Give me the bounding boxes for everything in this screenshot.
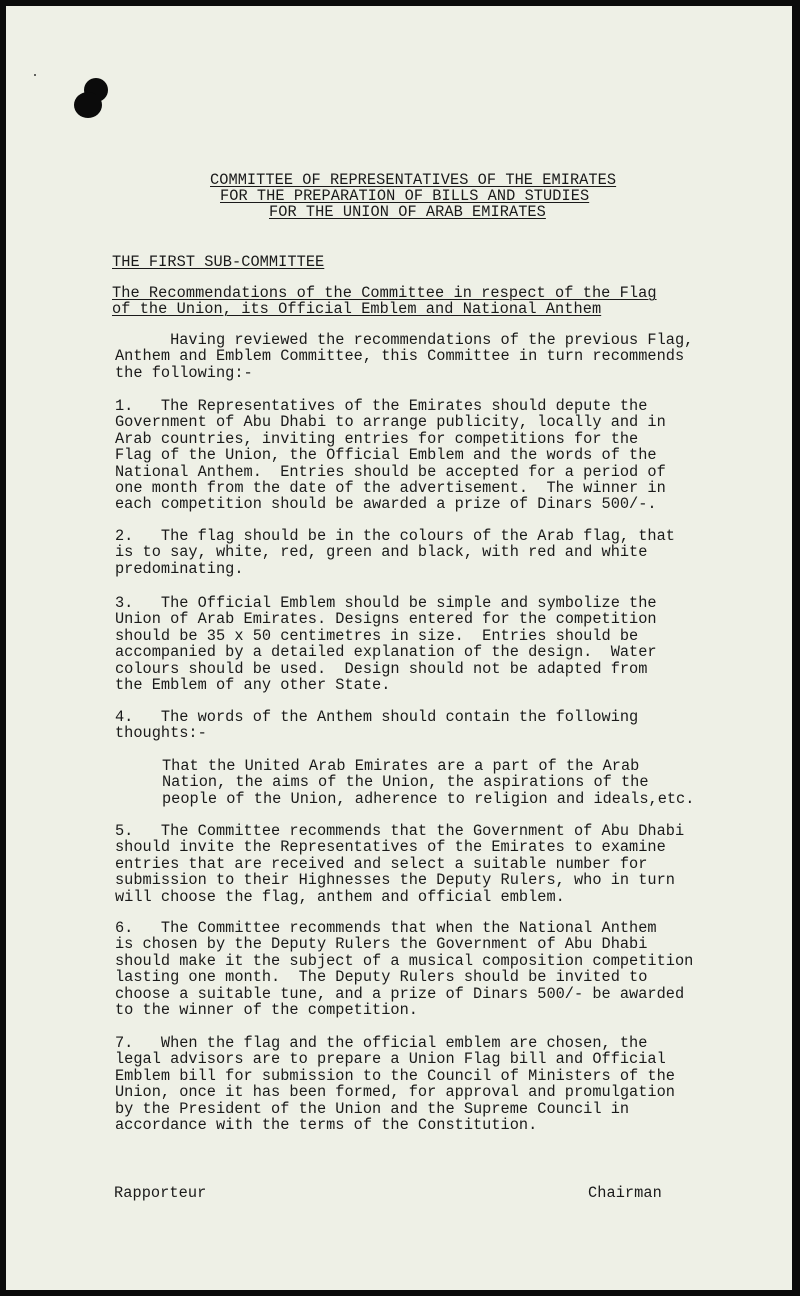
recommendations-title-line-1: The Recommendations of the Committee in respect of the Flag — [112, 284, 657, 302]
text-line: legal advisors are to prepare a Union Flag bill and Official — [115, 1050, 666, 1069]
text-line: one month from the date of the advertisement. The winner in — [115, 479, 666, 498]
header-line-2: FOR THE PREPARATION OF BILLS AND STUDIES — [220, 187, 590, 205]
text-line: will choose the flag, anthem and official emblem. — [115, 887, 565, 906]
text-line: is to say, white, red, green and black, with red and white — [115, 543, 648, 562]
paragraph-2 — [115, 528, 755, 577]
text-line: Nation, the aims of the Union, the aspirations of the — [162, 773, 649, 792]
text-line: thoughts:- — [115, 724, 207, 743]
text-line: 7. When the flag and the official emblem are chosen, the — [115, 1034, 648, 1052]
text-line: Union of Arab Emirates. Designs entered for the competition — [115, 610, 657, 629]
paragraph-3 — [115, 595, 755, 693]
punch-hole — [74, 78, 108, 118]
text-line: That the United Arab Emirates are a part of the Arab — [162, 757, 640, 775]
text-line: 4. The words of the Anthem should contain the following — [115, 708, 639, 726]
text-line: Union, once it has been formed, for approval and promulgation — [115, 1083, 675, 1102]
paragraph-6 — [115, 920, 755, 1018]
text-line: 3. The Official Emblem should be simple and symbolize the — [115, 594, 657, 612]
text-line: Government of Abu Dhabi to arrange publicity, locally and in — [115, 413, 666, 432]
text-line: is chosen by the Deputy Rulers the Government of Abu Dhabi — [115, 935, 648, 954]
text-line: 1. The Representatives of the Emirates should depute the — [115, 397, 648, 415]
text-line: Anthem and Emblem Committee, this Committee in turn recommends — [115, 347, 685, 366]
recommendations-title-line-2: of the Union, its Official Emblem and National Anthem — [112, 300, 602, 318]
header-line-3: FOR THE UNION OF ARAB EMIRATES — [269, 203, 546, 221]
paragraph-7 — [115, 1035, 755, 1133]
text-line: to the winner of the competition. — [115, 1001, 418, 1020]
text-line: predominating. — [115, 559, 244, 578]
text-line: Arab countries, inviting entries for competitions for the — [115, 429, 639, 448]
text-line: submission to their Highnesses the Deputy Rulers, who in turn — [115, 871, 675, 890]
header-line-1: COMMITTEE OF REPRESENTATIVES OF THE EMIRATES — [210, 171, 617, 189]
text-line: entries that are received and select a suitable number for — [115, 854, 648, 873]
text-line: by the President of the Union and the Supreme Council in — [115, 1099, 630, 1118]
paper-speck — [34, 74, 36, 76]
anthem-thoughts-quote — [162, 758, 800, 807]
text-line: accompanied by a detailed explanation of the design. Water — [115, 643, 657, 662]
text-line: Having reviewed the recommendations of the previous Flag, — [115, 331, 694, 349]
text-line: should be 35 x 50 centimetres in size. Entries should be — [115, 626, 639, 645]
text-line: 2. The flag should be in the colours of the Arab flag, that — [115, 527, 675, 545]
text-line: accordance with the terms of the Constitution. — [115, 1116, 538, 1135]
subcommittee-heading: THE FIRST SUB-COMMITTEE — [112, 253, 325, 271]
paragraph-4 — [115, 709, 755, 742]
text-line: National Anthem. Entries should be accepted for a period of — [115, 462, 666, 481]
text-line: each competition should be awarded a prize of Dinars 500/-. — [115, 495, 657, 514]
text-line: should make it the subject of a musical composition competition — [115, 951, 694, 970]
intro-paragraph — [115, 332, 755, 381]
text-line: choose a suitable tune, and a prize of Dinars 500/- be awarded — [115, 984, 685, 1003]
paragraph-5 — [115, 823, 755, 905]
text-line: Emblem bill for submission to the Council of Ministers of the — [115, 1066, 675, 1085]
text-line: lasting one month. The Deputy Rulers should be invited to — [115, 968, 648, 987]
text-line: colours should be used. Design should not be adapted from — [115, 659, 648, 678]
text-line: Flag of the Union, the Official Emblem and the words of the — [115, 446, 657, 465]
text-line: people of the Union, adherence to religion and ideals,etc. — [162, 789, 695, 808]
text-line: 6. The Committee recommends that when the National Anthem — [115, 919, 657, 937]
rapporteur-signature: Rapporteur — [114, 1184, 207, 1202]
text-line: should invite the Representatives of the Emirates to examine — [115, 838, 666, 857]
text-line: the Emblem of any other State. — [115, 676, 391, 695]
text-line: the following:- — [115, 363, 253, 382]
text-line: 5. The Committee recommends that the Government of Abu Dhabi — [115, 822, 685, 840]
paragraph-1 — [115, 398, 755, 513]
chairman-signature: Chairman — [588, 1184, 662, 1202]
